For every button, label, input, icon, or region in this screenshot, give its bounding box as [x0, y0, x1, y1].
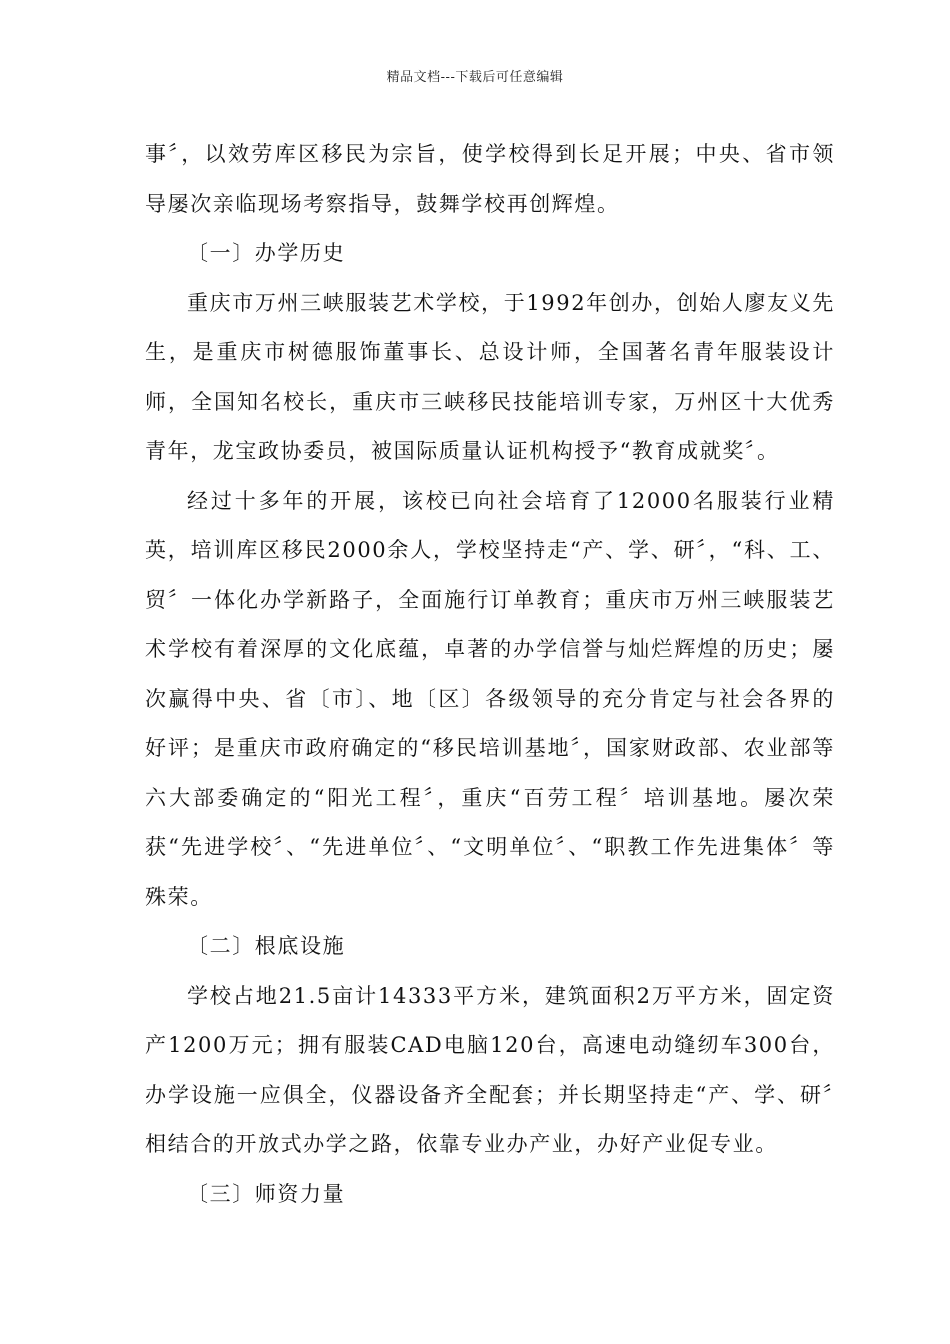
section-heading-infrastructure: 〔二〕根底设施 [187, 934, 346, 958]
paragraph-history-development: 经过十多年的开展，该校已向社会培育了12000名服装行业精英，培训库区移民2000余人，学校坚持走“产、学、研〞，“科、工、贸〞一体化办学新路子，全面施行订单教育；重庆市万州三峡服装艺术学校有着深厚的文化底蕴，卓著的办学信誉与灿烂辉煌的历史；屡次赢得中央、省〔市〕、地〔区〕各级领导的充分肯定与社会各界的好评；是重庆市政府确定的“移民培训基地〞，国家财政部、农业部等六大部委确定的“阳光工程〞，重庆“百劳工程〞培训基地。屡次荣获“先进学校〞、“先进单位〞、“文明单位〞、“职教工作先进集体〞等殊荣。 [145, 488, 835, 909]
paragraph-continuation: 事〞，以效劳库区移民为宗旨，使学校得到长足开展；中央、省市领导屡次亲临现场考察指导，鼓舞学校再创辉煌。 [145, 142, 835, 216]
section-heading-history: 〔一〕办学历史 [187, 241, 346, 265]
page-header: 精品文档---下载后可任意编辑 [386, 70, 564, 85]
paragraph-infrastructure: 学校占地21.5亩计14333平方米，建筑面积2万平方米，固定资产1200万元；拥有服装CAD电脑120台，高速电动缝纫车300台，办学设施一应俱全，仪器设备齐全配套；并长期坚持走“产、学、研〞相结合的开放式办学之路，依靠专业办产业，办好产业促专业。 [145, 983, 835, 1156]
paragraph-history-intro: 重庆市万州三峡服装艺术学校，于1992年创办，创始人廖友义先生，是重庆市树德服饰董事长、总设计师，全国著名青年服装设计师，全国知名校长，重庆市三峡移民技能培训专家，万州区十大优秀青年，龙宝政协委员，被国际质量认证机构授予“教育成就奖〞。 [145, 290, 835, 463]
section-heading-faculty: 〔三〕师资力量 [187, 1181, 346, 1206]
document-body [145, 130, 835, 1219]
